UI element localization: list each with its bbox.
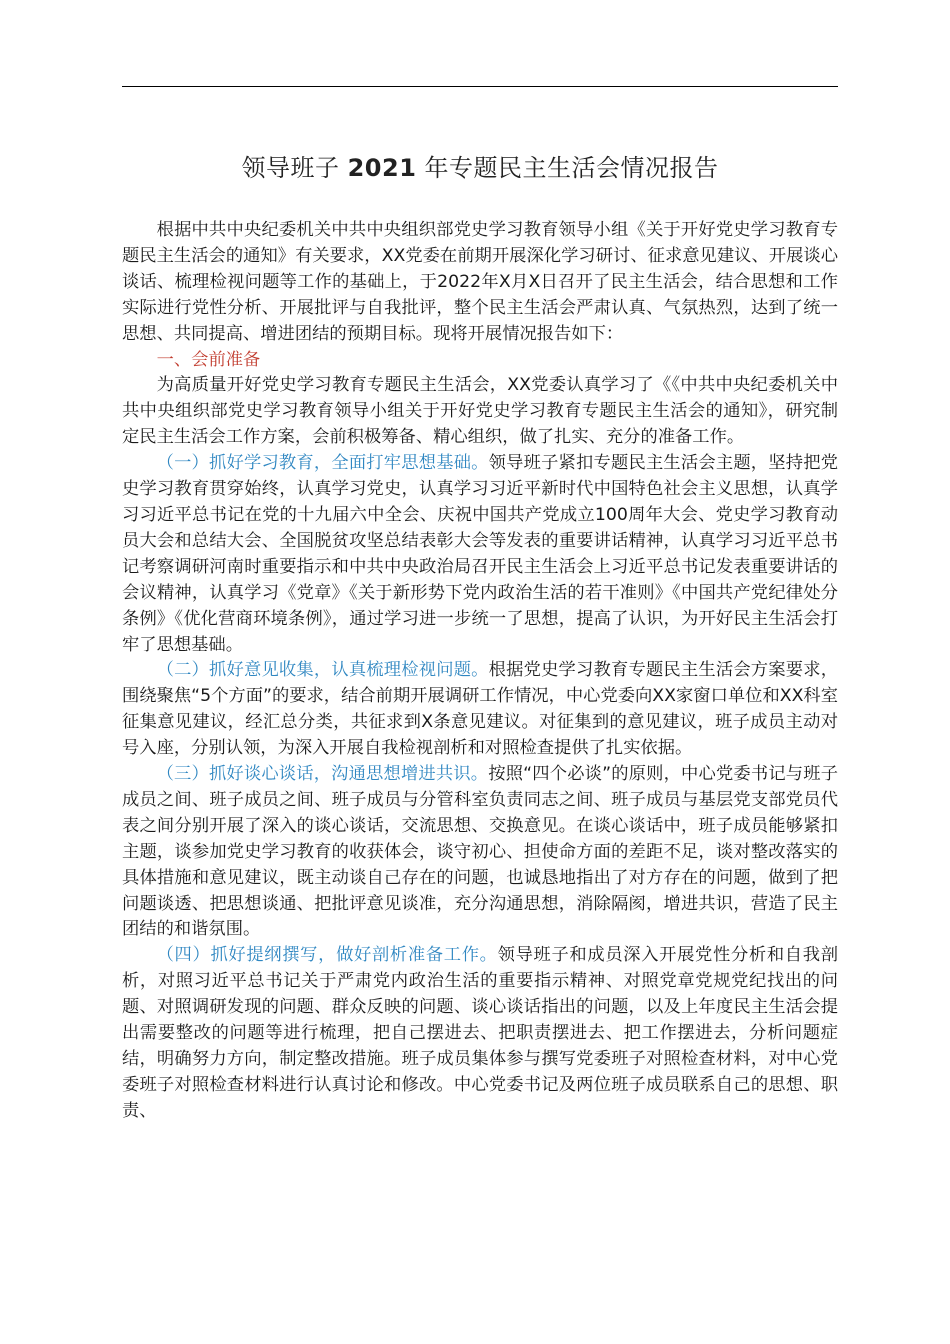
- document-title: [122, 152, 838, 184]
- title-suffix: 年专题民主生活会情况报告: [424, 154, 719, 182]
- intro-paragraph: 根据中共中央纪委机关中共中央组织部党史学习教育领导小组《关于开好党史学习教育专题民主生活会的通知》有关要求，XX党委在前期开展深化学习研讨、征求意见建议、开展谈心谈话、梳理检视问题等工作的基础上，于2022年X月X日召开了民主生活会，结合思想和工作实际进行党性分析、开展批评与自我批评，整个民主生活会严肃认真、气氛热烈，达到了统一思想、共同提高、增进团结的预期目标。现将开展情况报告如下：: [122, 220, 838, 344]
- item-body-3: 按照“四个必谈”的原则，中心党委书记与班子成员之间、班子成员之间、班子成员与分管科室负责同志之间、班子成员与基层党支部党员代表之间分别开展了深入的谈心谈话，交流思想、交换意见。在谈心谈话中，班子成员能够紧扣主题，谈参加党史学习教育的收获体会，谈守初心、担使命方面的差距不足，谈对整改落实的具体措施和意见建议，既主动谈自己存在的问题，也诚恳地指出了对方存在的问题，做到了把问题谈透、把思想谈通、把批评意见谈准，充分沟通思想，消除隔阂，增进共识，营造了民主团结的和谐氛围。: [122, 764, 838, 940]
- item-paragraph-1: [122, 451, 838, 658]
- section-heading: 一、会前准备: [156, 349, 261, 370]
- item-paragraph-4: [122, 943, 838, 1124]
- item-heading-2: （二）抓好意见收集，认真梳理检视问题。: [156, 660, 489, 681]
- title-year: 2021: [347, 154, 417, 182]
- title-prefix: 领导班子: [241, 154, 340, 182]
- item-body-4: 领导班子和成员深入开展党性分析和自我剖析，对照习近平总书记关于严肃党内政治生活的重要指示精神、对照党章党规党纪找出的问题、对照调研发现的问题、群众反映的问题、谈心谈话指出的问题，以及上年度民主生活会提出需要整改的问题等进行梳理，把自己摆进去、把职责摆进去、把工作摆进去，分析问题症结，明确努力方向，制定整改措施。班子成员集体参与撰写党委班子对照检查材料，对中心党委班子对照检查材料进行认真讨论和修改。中心党委书记及两位班子成员联系自己的思想、职责、: [122, 945, 838, 1121]
- item-heading-3: （三）抓好谈心谈话，沟通思想增进共识。: [156, 764, 489, 785]
- item-body-2: 根据党史学习教育专题民主生活会方案要求，围绕聚焦“5个方面”的要求，结合前期开展调研工作情况，中心党委向XX家窗口单位和XX科室征集意见建议，经汇总分类，共征求到X条意见建议。对征集到的意见建议，班子成员主动对号入座，分别认领，为深入开展自我检视剖析和对照检查提供了扎实依据。: [122, 660, 838, 759]
- item-body-1: 领导班子紧扣专题民主生活会主题，坚持把党史学习教育贯穿始终，认真学习党史，认真学习习近平新时代中国特色社会主义思想，认真学习习近平总书记在党的十九届六中全会、庆祝中国共产党成立100周年大会、党史学习教育动员大会和总结大会、全国脱贫攻坚总结表彰大会等发表的重要讲话精神，认真学习习近平总书记考察调研河南时重要指示和中共中央政治局召开民主生活会上习近平总书记发表重要讲话的会议精神，认真学习《党章》《关于新形势下党内政治生活的若干准则》《中国共产党纪律处分条例》《优化营商环境条例》，通过学习进一步统一了思想，提高了认识，为开好民主生活会打牢了思想基础。: [122, 453, 838, 655]
- item-paragraph-3: [122, 762, 838, 943]
- item-heading-4: （四）抓好提纲撰写，做好剖析准备工作。: [156, 945, 498, 966]
- document-body: [122, 218, 838, 1125]
- section-intro-paragraph: 为高质量开好党史学习教育专题民主生活会，XX党委认真学习了《《中共中央纪委机关中共中央组织部党史学习教育领导小组关于开好党史学习教育专题民主生活会的通知》，研究制定民主生活会工作方案，会前积极筹备、精心组织，做了扎实、充分的准备工作。: [122, 375, 838, 448]
- item-paragraph-2: [122, 658, 838, 762]
- item-heading-1: （一）抓好学习教育，全面打牢思想基础。: [156, 453, 489, 474]
- header-rule: [122, 86, 838, 87]
